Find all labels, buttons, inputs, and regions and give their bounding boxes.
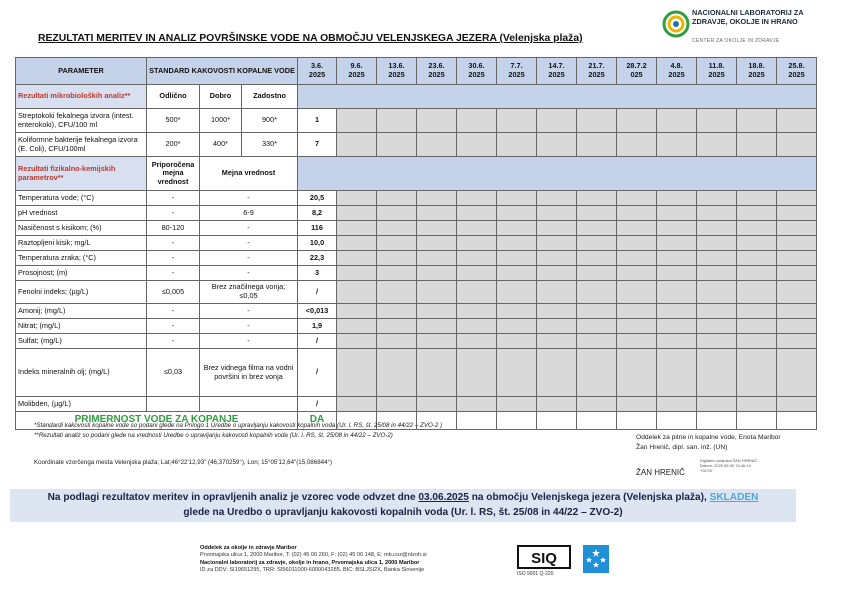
result-value: 116 bbox=[298, 221, 337, 236]
empty-result-cell bbox=[457, 236, 497, 251]
empty-result-cell bbox=[497, 397, 537, 412]
empty-result-cell bbox=[777, 251, 817, 266]
std-mejna: Brez značilnega vonja; ≤0,05 bbox=[200, 281, 298, 304]
col-odlicno: Odlično bbox=[147, 85, 200, 109]
param-name: Raztopljeni kisik; mg/L bbox=[16, 236, 147, 251]
param-name: Indeks mineralnih olj; (mg/L) bbox=[16, 349, 147, 397]
empty-result-cell bbox=[497, 109, 537, 133]
star-badge-logo bbox=[583, 545, 609, 573]
empty-result-cell bbox=[497, 349, 537, 397]
empty-result-cell bbox=[577, 304, 617, 319]
result-value: 22,3 bbox=[298, 251, 337, 266]
empty-result-cell bbox=[697, 191, 737, 206]
empty-result-cell bbox=[577, 412, 617, 430]
empty-result-cell bbox=[577, 334, 617, 349]
empty-result-cell bbox=[377, 349, 417, 397]
empty-result-cell bbox=[577, 266, 617, 281]
table-row bbox=[16, 109, 817, 133]
empty-result-cell bbox=[577, 349, 617, 397]
empty-result-cell bbox=[457, 133, 497, 157]
empty-result-cell bbox=[577, 281, 617, 304]
logo-subtitle: CENTER ZA OKOLJE IN ZDRAVJE bbox=[692, 38, 780, 44]
empty-result-cell bbox=[377, 319, 417, 334]
date-header: 23.6. 2025 bbox=[417, 58, 457, 85]
empty-result-cell bbox=[697, 397, 737, 412]
std-priporocena: - bbox=[147, 251, 200, 266]
results-table bbox=[15, 57, 817, 430]
empty-result-cell bbox=[337, 133, 377, 157]
empty-result-cell bbox=[337, 349, 377, 397]
std-mejna: - bbox=[200, 334, 298, 349]
empty-result-cell bbox=[497, 251, 537, 266]
empty-result-cell bbox=[417, 319, 457, 334]
empty-result-cell bbox=[537, 412, 577, 430]
table-row bbox=[16, 266, 817, 281]
param-name: Temperatura vode; (°C) bbox=[16, 191, 147, 206]
empty-result-cell bbox=[537, 281, 577, 304]
empty-result-cell bbox=[537, 221, 577, 236]
table-row bbox=[16, 221, 817, 236]
empty-result-cell bbox=[657, 266, 697, 281]
empty-result-cell bbox=[377, 397, 417, 412]
empty-result-cell bbox=[777, 109, 817, 133]
empty-result-cell bbox=[497, 191, 537, 206]
empty-result-cell bbox=[737, 109, 777, 133]
empty-result-cell bbox=[697, 221, 737, 236]
empty-result-cell bbox=[457, 281, 497, 304]
empty-result-cell bbox=[577, 221, 617, 236]
empty-result-cell bbox=[417, 133, 457, 157]
header-row bbox=[16, 58, 817, 85]
empty-result-cell bbox=[777, 412, 817, 430]
col-zadostno: Zadostno bbox=[242, 85, 298, 109]
table-row bbox=[16, 349, 817, 397]
empty-result-cell bbox=[337, 334, 377, 349]
date-header: 11.8. 2025 bbox=[697, 58, 737, 85]
iso-cert-label: ISO 9001 Q-220 bbox=[517, 571, 554, 577]
std-priporocena: - bbox=[147, 191, 200, 206]
result-value: 20,5 bbox=[298, 191, 337, 206]
date-header: 14.7. 2025 bbox=[537, 58, 577, 85]
result-value: 1 bbox=[298, 109, 337, 133]
empty-result-cell bbox=[617, 191, 657, 206]
empty-result-cell bbox=[577, 133, 617, 157]
empty-result-cell bbox=[697, 133, 737, 157]
table-row bbox=[16, 397, 817, 412]
empty-result-cell bbox=[337, 109, 377, 133]
empty-result-cell bbox=[417, 206, 457, 221]
result-value: / bbox=[298, 397, 337, 412]
empty-result-cell bbox=[617, 319, 657, 334]
empty-result-cell bbox=[497, 221, 537, 236]
empty-result-cell bbox=[737, 133, 777, 157]
empty-result-cell bbox=[497, 281, 537, 304]
empty-result-cell bbox=[737, 397, 777, 412]
std-mejna: - bbox=[200, 304, 298, 319]
empty-result-cell bbox=[457, 191, 497, 206]
std-mejna bbox=[200, 397, 298, 412]
std-priporocena bbox=[147, 397, 200, 412]
empty-result-cell bbox=[457, 319, 497, 334]
empty-result-cell bbox=[617, 412, 657, 430]
result-value: / bbox=[298, 334, 337, 349]
footnote-standard: *Standardi kakovosti kopalne vode so podani glede na Prilogo 1 Uredbe o upravljanju kakovosti kopalnih voda (Ur. l. RS, št. 25/08 in 44/22 – ZVO-2 ) bbox=[34, 422, 443, 429]
empty-result-cell bbox=[737, 251, 777, 266]
empty-result-cell bbox=[737, 236, 777, 251]
phys-section-fill bbox=[298, 157, 817, 191]
std-dobro: 400* bbox=[200, 133, 242, 157]
svg-text:SIQ: SIQ bbox=[531, 550, 557, 567]
empty-result-cell bbox=[617, 133, 657, 157]
empty-result-cell bbox=[537, 236, 577, 251]
signed-name: ŽAN HRENIČ bbox=[636, 468, 685, 477]
empty-result-cell bbox=[377, 266, 417, 281]
empty-result-cell bbox=[377, 334, 417, 349]
param-name: Nasičenost s kisikom; (%) bbox=[16, 221, 147, 236]
std-odlicno: 200* bbox=[147, 133, 200, 157]
empty-result-cell bbox=[457, 109, 497, 133]
empty-result-cell bbox=[337, 319, 377, 334]
empty-result-cell bbox=[617, 206, 657, 221]
logo-title: NACIONALNI LABORATORIJ ZA ZDRAVJE, OKOLJE IN HRANO bbox=[692, 8, 804, 26]
date-header: 21.7. 2025 bbox=[577, 58, 617, 85]
table-row bbox=[16, 304, 817, 319]
empty-result-cell bbox=[697, 109, 737, 133]
std-priporocena: - bbox=[147, 319, 200, 334]
table-row bbox=[16, 251, 817, 266]
date-header: 30.6. 2025 bbox=[457, 58, 497, 85]
empty-result-cell bbox=[577, 236, 617, 251]
empty-result-cell bbox=[417, 304, 457, 319]
empty-result-cell bbox=[577, 206, 617, 221]
std-mejna: - bbox=[200, 266, 298, 281]
date-header: 25.8. 2025 bbox=[777, 58, 817, 85]
empty-result-cell bbox=[657, 319, 697, 334]
empty-result-cell bbox=[737, 281, 777, 304]
empty-result-cell bbox=[737, 412, 777, 430]
empty-result-cell bbox=[697, 236, 737, 251]
empty-result-cell bbox=[617, 349, 657, 397]
empty-result-cell bbox=[737, 304, 777, 319]
empty-result-cell bbox=[457, 221, 497, 236]
empty-result-cell bbox=[657, 304, 697, 319]
empty-result-cell bbox=[417, 191, 457, 206]
empty-result-cell bbox=[657, 412, 697, 430]
param-name: Prosojnost; (m) bbox=[16, 266, 147, 281]
standard-header: STANDARD KAKOVOSTI KOPALNE VODE bbox=[147, 58, 298, 85]
empty-result-cell bbox=[417, 266, 457, 281]
empty-result-cell bbox=[337, 206, 377, 221]
param-name: pH vrednost bbox=[16, 206, 147, 221]
empty-result-cell bbox=[577, 251, 617, 266]
micro-section-row bbox=[16, 85, 817, 109]
param-name: Sulfat; (mg/L) bbox=[16, 334, 147, 349]
empty-result-cell bbox=[657, 191, 697, 206]
empty-result-cell bbox=[657, 109, 697, 133]
empty-result-cell bbox=[777, 349, 817, 397]
empty-result-cell bbox=[617, 221, 657, 236]
empty-result-cell bbox=[417, 397, 457, 412]
micro-section-label: Rezultati mikrobioloških analiz** bbox=[16, 85, 147, 109]
std-priporocena: 80-120 bbox=[147, 221, 200, 236]
empty-result-cell bbox=[537, 304, 577, 319]
empty-result-cell bbox=[577, 397, 617, 412]
empty-result-cell bbox=[697, 266, 737, 281]
std-priporocena: ≤0,03 bbox=[147, 349, 200, 397]
empty-result-cell bbox=[377, 236, 417, 251]
param-name: Nitrat; (mg/L) bbox=[16, 319, 147, 334]
std-priporocena: - bbox=[147, 266, 200, 281]
empty-result-cell bbox=[337, 251, 377, 266]
std-priporocena: - bbox=[147, 304, 200, 319]
micro-section-fill bbox=[298, 85, 817, 109]
empty-result-cell bbox=[497, 236, 537, 251]
si-qm-logo bbox=[517, 544, 571, 574]
empty-result-cell bbox=[377, 251, 417, 266]
result-value: 1,9 bbox=[298, 319, 337, 334]
empty-result-cell bbox=[737, 334, 777, 349]
empty-result-cell bbox=[777, 304, 817, 319]
empty-result-cell bbox=[377, 221, 417, 236]
empty-result-cell bbox=[617, 266, 657, 281]
empty-result-cell bbox=[497, 334, 537, 349]
empty-result-cell bbox=[417, 334, 457, 349]
empty-result-cell bbox=[337, 281, 377, 304]
empty-result-cell bbox=[537, 266, 577, 281]
empty-result-cell bbox=[417, 236, 457, 251]
empty-result-cell bbox=[377, 191, 417, 206]
std-zadostno: 330* bbox=[242, 133, 298, 157]
col-dobro: Dobro bbox=[200, 85, 242, 109]
empty-result-cell bbox=[537, 191, 577, 206]
result-value: <0,013 bbox=[298, 304, 337, 319]
digital-signature: Digitalno podpisal ŽAN HRENIČ Datum: 2025.06.05 13:46:14 +02'00' bbox=[700, 458, 758, 473]
empty-result-cell bbox=[497, 412, 537, 430]
std-mejna: - bbox=[200, 251, 298, 266]
empty-result-cell bbox=[617, 334, 657, 349]
result-value: 7 bbox=[298, 133, 337, 157]
param-name: Molibden, (µg/L) bbox=[16, 397, 147, 412]
empty-result-cell bbox=[697, 334, 737, 349]
empty-result-cell bbox=[457, 304, 497, 319]
empty-result-cell bbox=[737, 349, 777, 397]
sampling-coordinates: Koordinate vzorčenga mesta Velenjska plaža; Lat;46°22'12,93" (46,370259°), Lon; 15°05'12,64"(15,086844°) bbox=[34, 459, 333, 466]
empty-result-cell bbox=[417, 349, 457, 397]
empty-result-cell bbox=[617, 251, 657, 266]
table-row bbox=[16, 334, 817, 349]
std-mejna: - bbox=[200, 191, 298, 206]
empty-result-cell bbox=[337, 221, 377, 236]
empty-result-cell bbox=[497, 304, 537, 319]
empty-result-cell bbox=[657, 221, 697, 236]
empty-result-cell bbox=[537, 206, 577, 221]
date-header: 4.8. 2025 bbox=[657, 58, 697, 85]
table-row bbox=[16, 206, 817, 221]
empty-result-cell bbox=[457, 266, 497, 281]
std-mejna: - bbox=[200, 236, 298, 251]
empty-result-cell bbox=[657, 133, 697, 157]
page-title: REZULTATI MERITEV IN ANALIZ POVRŠINSKE VODE NA OBMOČJU VELENJSKEGA JEZERA (Velenjska plaža) bbox=[38, 33, 583, 44]
table-row bbox=[16, 281, 817, 304]
empty-result-cell bbox=[777, 397, 817, 412]
empty-result-cell bbox=[577, 191, 617, 206]
empty-result-cell bbox=[697, 412, 737, 430]
empty-result-cell bbox=[617, 109, 657, 133]
table-row bbox=[16, 133, 817, 157]
signatory-block: Oddelek za pitne in kopalne vode, Enota Maribor Žan Hrenič, dipl. san. inž. (UN) bbox=[636, 434, 781, 451]
empty-result-cell bbox=[657, 281, 697, 304]
empty-result-cell bbox=[657, 334, 697, 349]
result-value: / bbox=[298, 281, 337, 304]
std-mejna: Brez vidnega filma na vodni površini in brez vonja bbox=[200, 349, 298, 397]
date-header: 28.7.2 025 bbox=[617, 58, 657, 85]
date-header: 7.7. 2025 bbox=[497, 58, 537, 85]
empty-result-cell bbox=[377, 109, 417, 133]
sample-date: 03.06.2025 bbox=[418, 492, 469, 503]
compliance-status: SKLADEN bbox=[709, 492, 759, 503]
empty-result-cell bbox=[697, 206, 737, 221]
empty-result-cell bbox=[537, 251, 577, 266]
empty-result-cell bbox=[777, 319, 817, 334]
empty-result-cell bbox=[697, 281, 737, 304]
empty-result-cell bbox=[537, 397, 577, 412]
empty-result-cell bbox=[577, 109, 617, 133]
empty-result-cell bbox=[577, 319, 617, 334]
empty-result-cell bbox=[537, 133, 577, 157]
phys-section-row bbox=[16, 157, 817, 191]
date-header: 13.6. 2025 bbox=[377, 58, 417, 85]
result-value: 3 bbox=[298, 266, 337, 281]
empty-result-cell bbox=[497, 266, 537, 281]
std-zadostno: 900* bbox=[242, 109, 298, 133]
empty-result-cell bbox=[457, 334, 497, 349]
empty-result-cell bbox=[337, 266, 377, 281]
empty-result-cell bbox=[497, 206, 537, 221]
empty-result-cell bbox=[737, 206, 777, 221]
empty-result-cell bbox=[377, 281, 417, 304]
result-value: / bbox=[298, 349, 337, 397]
empty-result-cell bbox=[657, 397, 697, 412]
date-header: 18.8. 2025 bbox=[737, 58, 777, 85]
table-row bbox=[16, 236, 817, 251]
footer-address: Oddelek za okolje in zdravje Maribor Prvomajska ulica 1, 2000 Maribor, T: (02) 45 00 260, F: (02) 45 00 148, E: mb.coz@nlzoh.si Nacionalni laboratorij za zdravje, okolje in hrano, Prvomajska ulica 1, 2000 Maribor ID za DDV: SI19651295, TRR: SI56011000-6000043285, BIC: BSLJSI2X, Banka Slovenije bbox=[200, 545, 427, 573]
empty-result-cell bbox=[377, 133, 417, 157]
std-priporocena: ≤0,005 bbox=[147, 281, 200, 304]
param-name: Streptokoki fekalnega izvora (intest. enterokoki), CFU/100 ml bbox=[16, 109, 147, 133]
empty-result-cell bbox=[457, 251, 497, 266]
empty-result-cell bbox=[737, 266, 777, 281]
date-header: 9.6. 2025 bbox=[337, 58, 377, 85]
phys-section-label: Rezultati fizikalno-kemijskih parametrov** bbox=[16, 157, 147, 191]
std-odlicno: 500* bbox=[147, 109, 200, 133]
param-name: Fenolni indeks; (µg/L) bbox=[16, 281, 147, 304]
std-priporocena: - bbox=[147, 206, 200, 221]
empty-result-cell bbox=[537, 319, 577, 334]
empty-result-cell bbox=[457, 412, 497, 430]
std-priporocena: - bbox=[147, 236, 200, 251]
empty-result-cell bbox=[697, 304, 737, 319]
param-name: Amonij; (mg/L) bbox=[16, 304, 147, 319]
empty-result-cell bbox=[697, 349, 737, 397]
empty-result-cell bbox=[777, 206, 817, 221]
empty-result-cell bbox=[617, 281, 657, 304]
empty-result-cell bbox=[377, 206, 417, 221]
empty-result-cell bbox=[497, 319, 537, 334]
empty-result-cell bbox=[657, 349, 697, 397]
empty-result-cell bbox=[457, 206, 497, 221]
std-mejna: 6-9 bbox=[200, 206, 298, 221]
footnote-results: **Rezultati analiz so podani glede na vrednosti Uredbe o upravljanju kakovosti kopalnih voda (Ur. l. RS, št. 25/08 in 44/22 – ZVO-2) bbox=[34, 432, 393, 439]
empty-result-cell bbox=[417, 251, 457, 266]
empty-result-cell bbox=[537, 109, 577, 133]
param-name: Temperatura zraka; (°C) bbox=[16, 251, 147, 266]
empty-result-cell bbox=[617, 304, 657, 319]
empty-result-cell bbox=[337, 191, 377, 206]
primernost-value: DA bbox=[298, 412, 337, 430]
empty-result-cell bbox=[417, 109, 457, 133]
table-row bbox=[16, 319, 817, 334]
empty-result-cell bbox=[337, 304, 377, 319]
empty-result-cell bbox=[417, 221, 457, 236]
primernost-label: PRIMERNOST VODE ZA KOPANJE bbox=[16, 412, 298, 430]
empty-result-cell bbox=[337, 397, 377, 412]
std-mejna: - bbox=[200, 319, 298, 334]
empty-result-cell bbox=[737, 221, 777, 236]
std-mejna: - bbox=[200, 221, 298, 236]
table-row bbox=[16, 191, 817, 206]
result-value: 10,0 bbox=[298, 236, 337, 251]
empty-result-cell bbox=[777, 191, 817, 206]
empty-result-cell bbox=[537, 334, 577, 349]
empty-result-cell bbox=[777, 281, 817, 304]
empty-result-cell bbox=[617, 236, 657, 251]
empty-result-cell bbox=[457, 397, 497, 412]
empty-result-cell bbox=[737, 191, 777, 206]
empty-result-cell bbox=[697, 319, 737, 334]
empty-result-cell bbox=[737, 319, 777, 334]
empty-result-cell bbox=[777, 133, 817, 157]
col-mejna: Mejna vrednost bbox=[200, 157, 298, 191]
empty-result-cell bbox=[617, 397, 657, 412]
empty-result-cell bbox=[497, 133, 537, 157]
std-priporocena: - bbox=[147, 334, 200, 349]
empty-result-cell bbox=[777, 221, 817, 236]
empty-result-cell bbox=[417, 281, 457, 304]
empty-result-cell bbox=[777, 236, 817, 251]
empty-result-cell bbox=[457, 349, 497, 397]
conclusion-box: Na podlagi rezultatov meritev in opravljenih analiz je vzorec vode odvzet dne 03.06.2025 na območju Velenjskega jezera (Velenjska plaža), SKLADEN glede na Uredbo o upravljanju kakovosti kopalnih voda (Ur. l. RS, št. 25/08 in 44/22 – ZVO-2) bbox=[10, 489, 796, 522]
std-dobro: 1000* bbox=[200, 109, 242, 133]
empty-result-cell bbox=[657, 251, 697, 266]
empty-result-cell bbox=[697, 251, 737, 266]
date-header: 3.6. 2025 bbox=[298, 58, 337, 85]
empty-result-cell bbox=[657, 206, 697, 221]
result-value: 8,2 bbox=[298, 206, 337, 221]
empty-result-cell bbox=[377, 304, 417, 319]
empty-result-cell bbox=[777, 334, 817, 349]
empty-result-cell bbox=[777, 266, 817, 281]
empty-result-cell bbox=[537, 349, 577, 397]
empty-result-cell bbox=[337, 236, 377, 251]
empty-result-cell bbox=[657, 236, 697, 251]
param-name: Koliformne bakterije fekalnega izvora (E. Coli), CFU/100ml bbox=[16, 133, 147, 157]
col-priporocena: Priporočena mejna vrednost bbox=[147, 157, 200, 191]
parameter-header: PARAMETER bbox=[16, 58, 147, 85]
